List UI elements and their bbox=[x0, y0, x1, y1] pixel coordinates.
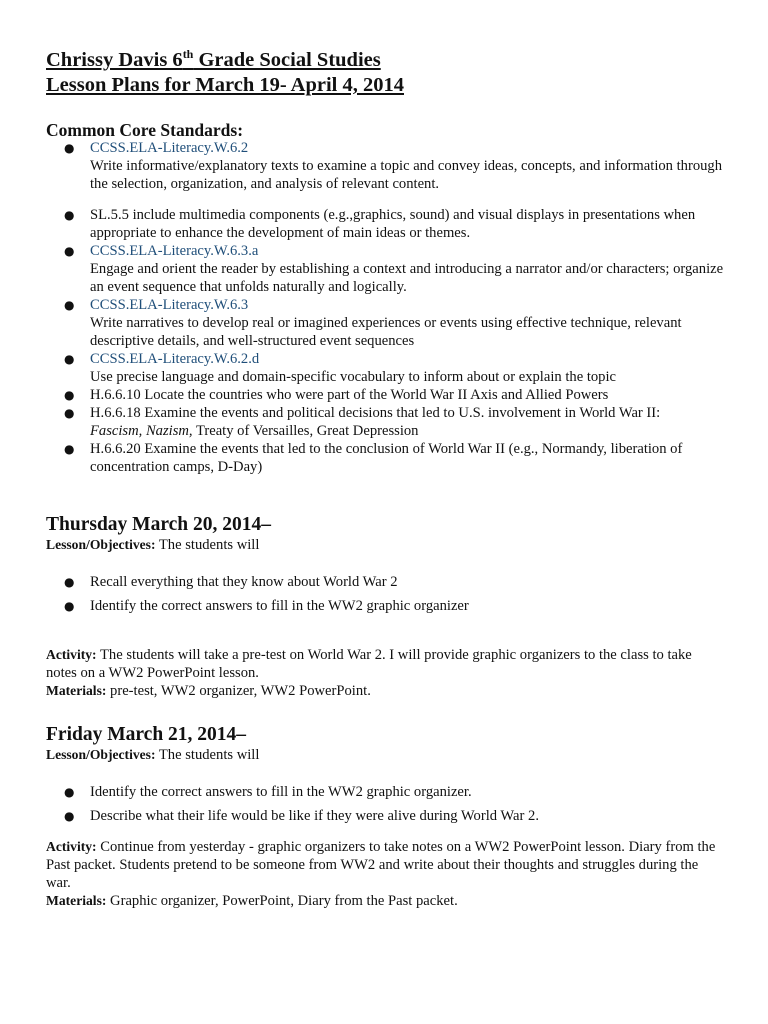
bullet-icon: ● bbox=[64, 352, 75, 366]
bullet-icon: ● bbox=[64, 785, 75, 799]
standard-text: H.6.6.10 Locate the countries who were part of the World War II Axis and Allied Powers bbox=[90, 387, 609, 403]
standard-item bbox=[46, 440, 736, 476]
materials-label: Materials: bbox=[46, 683, 107, 698]
materials-paragraph bbox=[46, 682, 726, 700]
title-rest: Grade Social Studies bbox=[193, 49, 381, 71]
list-item: ● Recall everything that they know about World War 2 bbox=[64, 574, 398, 590]
materials-paragraph bbox=[46, 892, 726, 910]
standard-text: Write informative/explanatory texts to examine a topic and convey ideas, concepts, and information through the selection, organization, and analysis of relevant content. bbox=[90, 158, 723, 192]
list-item: ● Identify the correct answers to fill in the WW2 graphic organizer bbox=[64, 598, 469, 614]
standard-text: Write narratives to develop real or imagined experiences or events using effective technique, relevant descriptive details, and well-structured event sequences bbox=[90, 315, 682, 349]
list-item: ● Identify the correct answers to fill in the WW2 graphic organizer. bbox=[64, 784, 472, 800]
title-name: Chrissy Davis 6 bbox=[46, 49, 183, 71]
title-superscript: th bbox=[182, 47, 194, 62]
list-item: ● Describe what their life would be like if they were alive during World War 2. bbox=[64, 808, 539, 824]
materials-text: Graphic organizer, PowerPoint, Diary from the Past packet. bbox=[106, 893, 458, 909]
standard-item bbox=[46, 206, 736, 242]
bullet-icon: ● bbox=[64, 298, 75, 312]
activity-label: Activity: bbox=[46, 839, 97, 854]
standard-text: H.6.6.20 Examine the events that led to the conclusion of World War II (e.g., Normandy, liberation of concentration camps, D-Day) bbox=[90, 441, 683, 475]
standard-item bbox=[46, 350, 736, 386]
activity-label: Activity: bbox=[46, 647, 97, 662]
activity-text: Continue from yesterday - graphic organizers to take notes on a WW2 PowerPoint lesson. Diary from the Past packet. Students pretend to be someone from WW2 and write about their thoughts and struggles during the war. bbox=[46, 839, 716, 891]
standards-heading: Common Core Standards: bbox=[46, 120, 244, 140]
day-heading-thursday: Thursday March 20, 2014– bbox=[46, 514, 271, 535]
standard-item bbox=[46, 404, 736, 440]
standards-list bbox=[46, 139, 736, 476]
standard-link[interactable]: CCSS.ELA-Literacy.W.6.3.a bbox=[90, 243, 259, 259]
standard-item bbox=[46, 139, 736, 193]
standard-link[interactable]: CCSS.ELA-Literacy.W.6.2.d bbox=[90, 351, 260, 367]
objectives-line bbox=[46, 536, 259, 554]
day-heading-friday: Friday March 21, 2014– bbox=[46, 724, 247, 745]
bullet-icon: ● bbox=[64, 244, 75, 258]
objectives-line bbox=[46, 746, 259, 764]
standard-text: Engage and orient the reader by establishing a context and introducing a narrator and/or characters; organize an event sequence that unfolds naturally and logically. bbox=[90, 261, 724, 295]
page-title bbox=[46, 48, 404, 73]
bullet-icon: ● bbox=[64, 809, 75, 823]
standard-text: H.6.6.18 Examine the events and political decisions that led to U.S. involvement in World War II: bbox=[90, 405, 661, 421]
materials-text: pre-test, WW2 organizer, WW2 PowerPoint. bbox=[106, 683, 371, 699]
standard-item bbox=[46, 296, 736, 350]
bullet-icon: ● bbox=[64, 388, 75, 402]
page-subtitle: Lesson Plans for March 19- April 4, 2014 bbox=[46, 74, 404, 96]
bullet-icon: ● bbox=[64, 442, 75, 456]
activity-paragraph bbox=[46, 646, 726, 682]
standard-text: Use precise language and domain-specific vocabulary to inform about or explain the topic bbox=[90, 369, 617, 385]
standard-italic-text: Fascism, Nazism, Treaty of Versailles, Great Depression bbox=[90, 423, 419, 439]
objectives-label: Lesson/Objectives: bbox=[46, 537, 156, 552]
bullet-icon: ● bbox=[64, 141, 75, 155]
standard-link[interactable]: CCSS.ELA-Literacy.W.6.3 bbox=[90, 297, 249, 313]
bullet-icon: ● bbox=[64, 406, 75, 420]
title-block bbox=[46, 48, 404, 98]
activity-text: The students will take a pre-test on World War 2. I will provide graphic organizers to the class to take notes on a WW2 PowerPoint lesson. bbox=[46, 647, 692, 681]
objectives-text: The students will bbox=[155, 537, 260, 553]
thursday-objectives-list bbox=[46, 573, 736, 621]
friday-objectives-list bbox=[46, 783, 736, 831]
objectives-label: Lesson/Objectives: bbox=[46, 747, 156, 762]
materials-label: Materials: bbox=[46, 893, 107, 908]
objectives-text: The students will bbox=[155, 747, 260, 763]
activity-paragraph bbox=[46, 838, 726, 892]
bullet-icon: ● bbox=[64, 599, 75, 613]
standard-item bbox=[46, 386, 736, 404]
standard-link[interactable]: CCSS.ELA-Literacy.W.6.2 bbox=[90, 140, 249, 156]
standard-text: SL.5.5 include multimedia components (e.g.,graphics, sound) and visual displays in presentations when appropriate to enhance the development of main ideas or themes. bbox=[90, 207, 696, 241]
bullet-icon: ● bbox=[64, 208, 75, 222]
standard-item bbox=[46, 242, 736, 296]
bullet-icon: ● bbox=[64, 575, 75, 589]
